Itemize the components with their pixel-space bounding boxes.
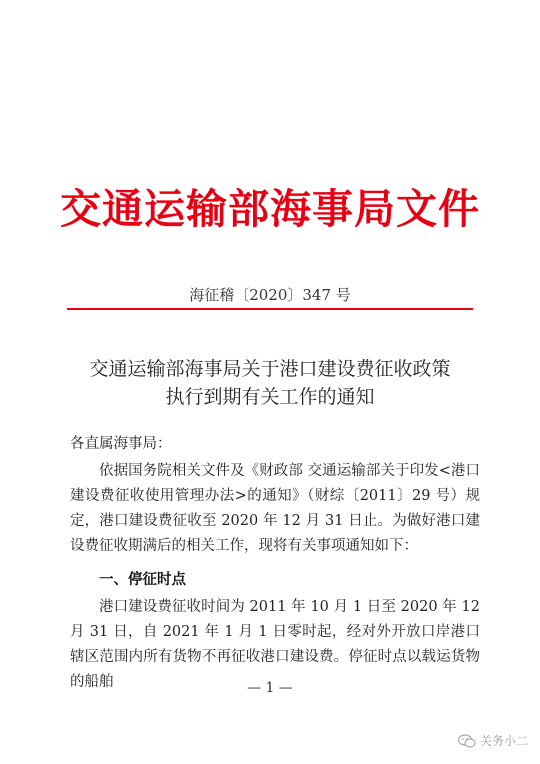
red-divider-line (67, 308, 473, 310)
title-line-1: 交通运输部海事局关于港口建设费征收政策 (89, 358, 451, 380)
watermark (458, 732, 528, 749)
title-line-2: 执行到期有关工作的通知 (165, 386, 375, 408)
section-heading-1: 一、停征时点 (99, 572, 186, 588)
document-header: 交通运输部海事局文件 (60, 185, 480, 233)
page-number: — 1 — (247, 680, 293, 696)
wechat-icon (458, 734, 476, 748)
document-number: 海征稽〔2020〕347 号 (189, 286, 351, 304)
document-title (0, 355, 540, 411)
paragraph-2: 港口建设费征收时间为 2011 年 10 月 1 日至 2020 年 12 月 31 日，自 2021 年 1 月 1 日零时起，经对外开放口岸港口辖区范围内所有货物不再征收港口建设费。停征时点以载运货物的船舶 (70, 599, 480, 690)
paragraph-1: 依据国务院相关文件及《财政部 交通运输部关于印发<港口建设费征收使用管理办法>的通知》（财综〔2011〕29 号）规定，港口建设费征收至 2020 年 12 月 31 日止。为做好港口建设费征收期满后的相关工作，现将有关事项通知如下： (70, 463, 480, 554)
watermark-text: 关务小二 (479, 734, 528, 748)
salutation: 各直属海事局： (70, 436, 172, 452)
